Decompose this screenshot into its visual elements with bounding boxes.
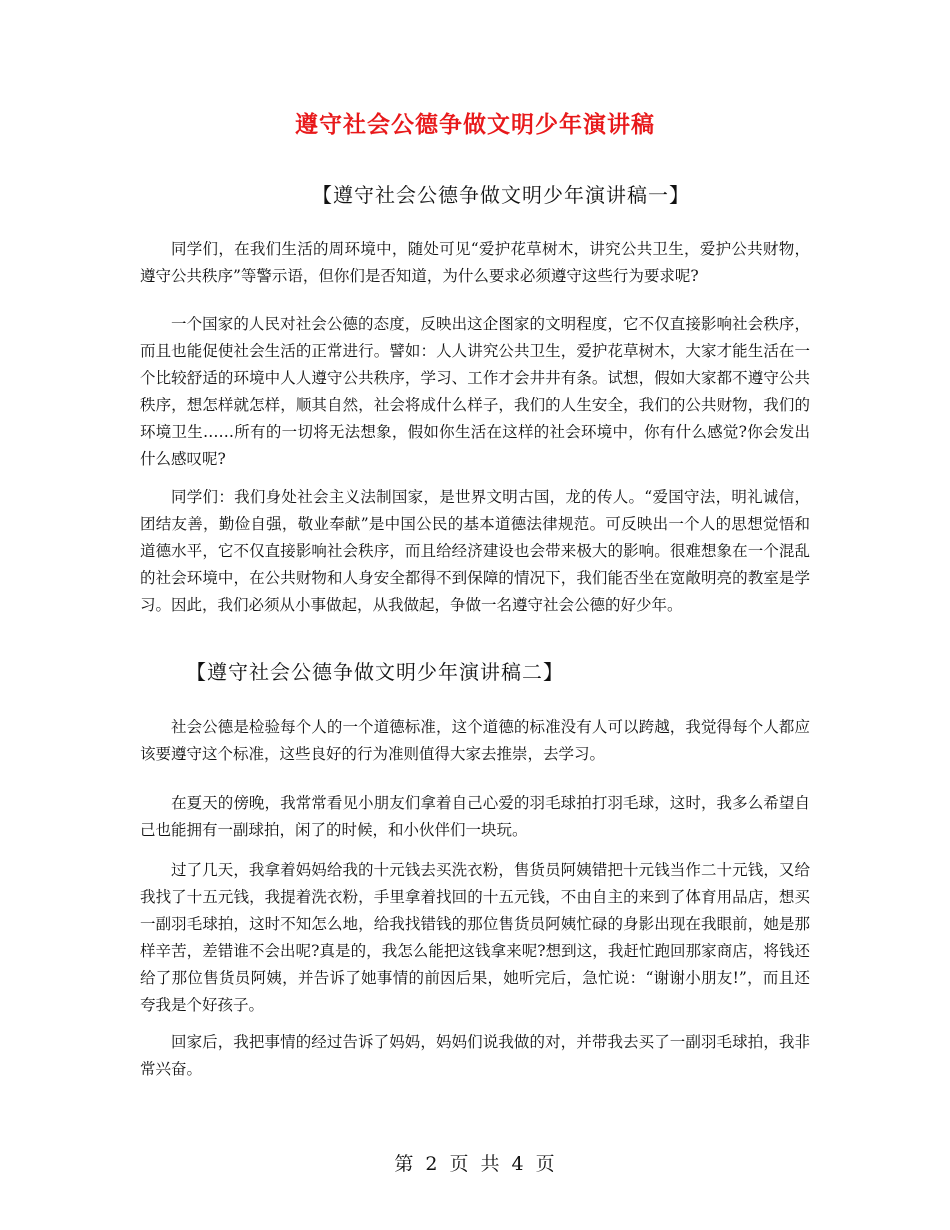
paragraph: 回家后，我把事情的经过告诉了妈妈，妈妈们说我做的对，并带我去买了一副羽毛球拍，我非常兴奋。 (140, 1033, 810, 1078)
page-title: 遵守社会公德争做文明少年演讲稿 (295, 112, 655, 138)
page-footer: 第 2 页 共 4 页 (394, 1153, 556, 1175)
paragraph: 同学们：我们身处社会主义法制国家，是世界文明古国，龙的传人。“爱国守法，明礼诚信，团结友善，勤俭自强，敬业奉献”是中国公民的基本道德法律规范。可反映出一个人的思想觉悟和道德水平，它不仅直接影响社会秩序，而且给经济建设也会带来极大的影响。很难想象在一个混乱的社会环境中，在公共财物和人身安全都得不到保障的情况下，我们能否坐在宽敞明亮的教室是学习。因此，我们必须从小事做起，从我做起，争做一名遵守社会公德的好少年。 (140, 488, 810, 614)
paragraph: 过了几天，我拿着妈妈给我的十元钱去买洗衣粉，售货员阿姨错把十元钱当作二十元钱，又给我找了十五元钱，我提着洗衣粉，手里拿着找回的十五元钱，不由自主的来到了体育用品店，想买一副羽毛球拍，这时不知怎么地，给我找错钱的那位售货员阿姨忙碌的身影出现在我眼前，她是那样辛苦，差错谁不会出呢?真是的，我怎么能把这钱拿来呢?想到这，我赶忙跑回那家商店，将钱还给了那位售货员阿姨，并告诉了她事情的前因后果，她听完后，急忙说：“谢谢小朋友!”，而且还夸我是个好孩子。 (140, 861, 810, 1014)
section-heading-1: 【遵守社会公德争做文明少年演讲稿一】 (312, 183, 690, 207)
paragraph: 一个国家的人民对社会公德的态度，反映出这企图家的文明程度，它不仅直接影响社会秩序，而且也能促使社会生活的正常进行。譬如：人人讲究公共卫生，爱护花草树木，大家才能生活在一个比较舒适的环境中人人遵守公共秩序，学习、工作才会井井有条。试想，假如大家都不遵守公共秩序，想怎样就怎样，顺其自然，社会将成什么样子，我们的人生安全，我们的公共财物，我们的环境卫生……所有的一切将无法想象，假如你生活在这样的社会环境中，你有什么感觉?你会发出什么感叹呢? (140, 315, 810, 468)
paragraph: 社会公德是检验每个人的一个道德标准，这个道德的标准没有人可以跨越，我觉得每个人都应该要遵守这个标准，这些良好的行为准则值得大家去推崇，去学习。 (140, 718, 810, 763)
section-heading-2: 【遵守社会公德争做文明少年演讲稿二】 (186, 660, 564, 684)
paragraph: 同学们，在我们生活的周环境中，随处可见“爱护花草树木，讲究公共卫生，爱护公共财物，遵守公共秩序”等警示语，但你们是否知道，为什么要求必须遵守这些行为要求呢? (140, 240, 810, 285)
paragraph: 在夏天的傍晚，我常常看见小朋友们拿着自己心爱的羽毛球拍打羽毛球，这时，我多么希望自己也能拥有一副球拍，闲了的时候，和小伙伴们一块玩。 (140, 794, 810, 839)
